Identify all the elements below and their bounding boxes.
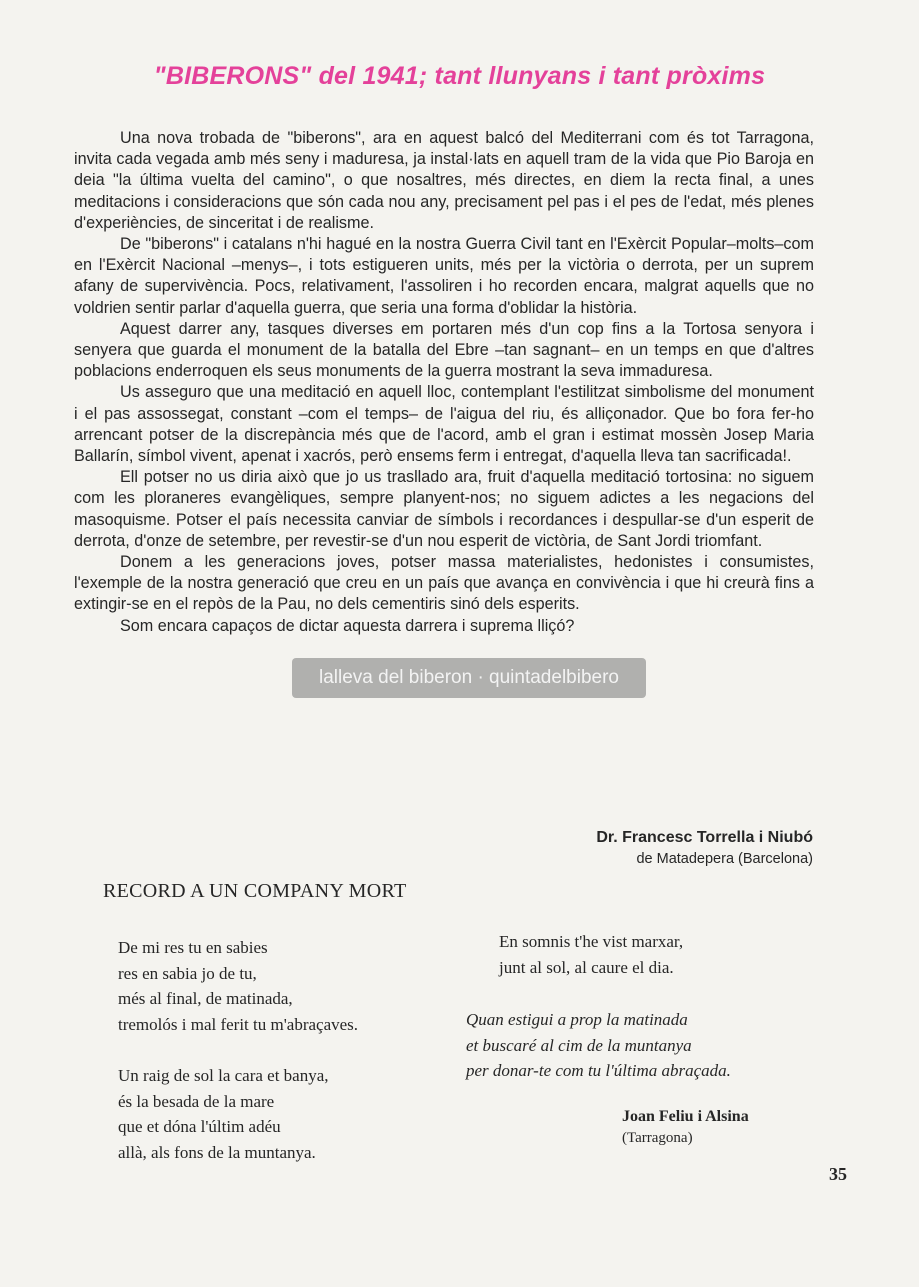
- poem-line: Quan estigui a prop la matinada: [466, 1010, 688, 1029]
- poem-line: De mi res tu en sabies: [118, 938, 268, 957]
- poem-stanza-right-1: [499, 929, 683, 980]
- poem-line: més al final, de matinada,: [118, 989, 293, 1008]
- page-number: 35: [829, 1164, 847, 1184]
- poem-author: Joan Feliu i Alsina: [622, 1108, 749, 1125]
- article-paragraph: Una nova trobada de "biberons", ara en aquest balcó del Mediterrani com és tot Tarragona, invita cada vegada amb més seny i maduresa, ja instal·lats en aquell tram de la vida que Pio Baroja en deia "la última vuelta del camino", o que nosaltres, més directes, en diem la recta final, a unes meditacions i consideracions que són cada nou any, precisament pel pas i el pes de l'edat, més plenes d'experiències, de sinceritat i de realisme.: [74, 129, 814, 232]
- article-paragraph: Donem a les generacions joves, potser massa materialistes, hedonistes i consumistes, l'exemple de la nostra generació que creu en un país que avança en convivència i que hi creurà fins a extingir-se en el repòs de la Pau, no dels cementiris sinó dels esperits.: [74, 553, 814, 614]
- poem-line: En somnis t'he vist marxar,: [499, 932, 684, 951]
- watermark-overlay: lalleva del biberon · quintadelbibero: [292, 658, 646, 698]
- poem-line: Un raig de sol la cara et banya,: [118, 1066, 329, 1085]
- article-paragraph: De "biberons" i catalans n'hi hagué en la nostra Guerra Civil tant en l'Exèrcit Popular–molts–com en l'Exèrcit Nacional –menys–, i tots estigueren units, més per la victòria o derrota, per un suprem afany de supervivència. Pocs, relativament, l'assoliren i ho recorden encara, malgrat aquells que no voldrien sentir parlar d'aquella guerra, que seria una forma d'oblidar la història.: [74, 235, 814, 317]
- poem-stanza-right-2: [466, 1007, 731, 1084]
- poem-line: allà, als fons de la muntanya.: [118, 1142, 316, 1162]
- poem-line: et buscaré al cim de la muntanya: [466, 1035, 692, 1055]
- poem-line: és la besada de la mare: [118, 1091, 275, 1111]
- poem-title: RECORD A UN COMPANY MORT: [103, 880, 407, 902]
- article-paragraph: Ell potser no us diria això que jo us trasllado ara, fruit d'aquella meditació tortosina: no siguem com les ploraneres evangèliques, sempre planyent-nos; no siguem adictes a les negacions del masoquisme. Potser el país necessita canviar de símbols i recordances i despullar-se d'un esperit de derrota, d'onze de setembre, per revestir-se d'un nou esperit de victòria, de Sant Jordi triomfant.: [74, 468, 814, 550]
- poem-line: per donar-te com tu l'última abraçada.: [466, 1061, 731, 1080]
- poem-line: res en sabia jo de tu,: [118, 963, 257, 983]
- poem-line: junt al sol, al caure el dia.: [499, 957, 674, 977]
- article-title: "BIBERONS" del 1941; tant llunyans i tant pròxims: [153, 62, 766, 90]
- poem-author-place: (Tarragona): [622, 1130, 693, 1146]
- poem-stanza-left-1: [118, 935, 358, 1037]
- article-paragraph: Som encara capaços de dictar aquesta darrera i suprema lliçó?: [120, 616, 575, 635]
- poem-line: tremolós i mal ferit tu m'abraçaves.: [118, 1014, 359, 1034]
- poem-stanza-left-2: [118, 1063, 329, 1165]
- article-author-place: de Matadepera (Barcelona): [636, 851, 813, 867]
- article-paragraph: Aquest darrer any, tasques diverses em portaren més d'un cop fins a la Tortosa senyora i senyera que guarda el monument de la batalla del Ebre –tan sagnant– en un temps en que d'altres poblacions enderroquen els seus monuments de la guerra mostrant la seva immaduresa.: [74, 319, 814, 381]
- article-body: [74, 128, 814, 637]
- poem-line: que et dóna l'últim adéu: [118, 1117, 281, 1136]
- article-paragraph: Us asseguro que una meditació en aquell lloc, contemplant l'estilitzat simbolisme del monument i el pas assossegat, constant –com el temps– de l'aigua del riu, és alliçonador. Que bo fora fer-ho arrencant potser de la discrepància més que de l'acord, amb el gran i estimat mossèn Josep Maria Ballarín, símbol vivent, apenat i xacrós, però ensems ferm i entregat, d'aquella lleva tan sacrificada!.: [74, 383, 814, 466]
- article-author: Dr. Francesc Torrella i Niubó: [596, 829, 813, 846]
